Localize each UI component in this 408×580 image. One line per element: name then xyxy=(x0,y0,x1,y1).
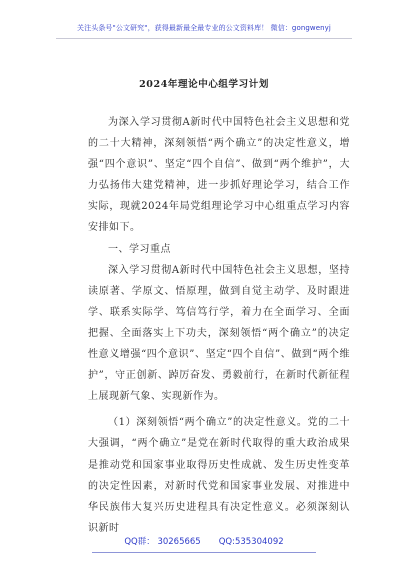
section-heading-study-focus: 一、学习重点 xyxy=(108,243,171,255)
document-body xyxy=(88,112,350,539)
footer-qq-group[interactable]: QQ群： 30265665 xyxy=(124,537,201,547)
header-banner[interactable]: 关注头条号"公文研究"，获得最新最全最专业的公文资料库！ 微信：gongwenyj xyxy=(77,24,331,32)
footer-underline xyxy=(92,552,316,553)
header-divider xyxy=(56,38,352,39)
footer-contact xyxy=(0,535,408,547)
document-title: 2024年理论中心组学习计划 xyxy=(139,79,269,90)
item1-paragraph: （1）深刻领悟“两个确立”的决定性意义。党的二十大强调，“两个确立”是党在新时代取得的重大政治成果是推动党和国家事业取得历史性成就、发生历史性变革的决定性因素，对新时代党和国家事业发展、对推进中华民族伟大复兴历史进程具有决定性意义。必须深刻认识新时 xyxy=(88,417,350,534)
section1-paragraph: 深入学习贯彻A新时代中国特色社会主义思想，坚持读原著、学原文、悟原理，做到自觉主动学、及时跟进学、联系实际学、笃信笃行学，着力在全面学习、全面把握、全面落实上下功夫，深刻领悟“两个确立”的决定性意义增强“四个意识”、坚定“四个自信”、做到“两个维护”，守正创新、踔厉奋发、勇毅前行，在新时代新征程上展现新气象、实现新作为。 xyxy=(88,264,350,403)
intro-paragraph: 为深入学习贯彻A新时代中国特色社会主义思想和党的二十大精神，深刻领悟“两个确立”的决定性意义，增强“四个意识”、坚定“四个自信”、做到“两个维护”，大力弘扬伟大建党精神，进一步抓好理论学习，结合工作实际，现就2024年局党组理论学习中心组重点学习内容安排如下。 xyxy=(88,117,350,234)
footer-qq-number[interactable]: QQ:535304092 xyxy=(218,537,284,547)
